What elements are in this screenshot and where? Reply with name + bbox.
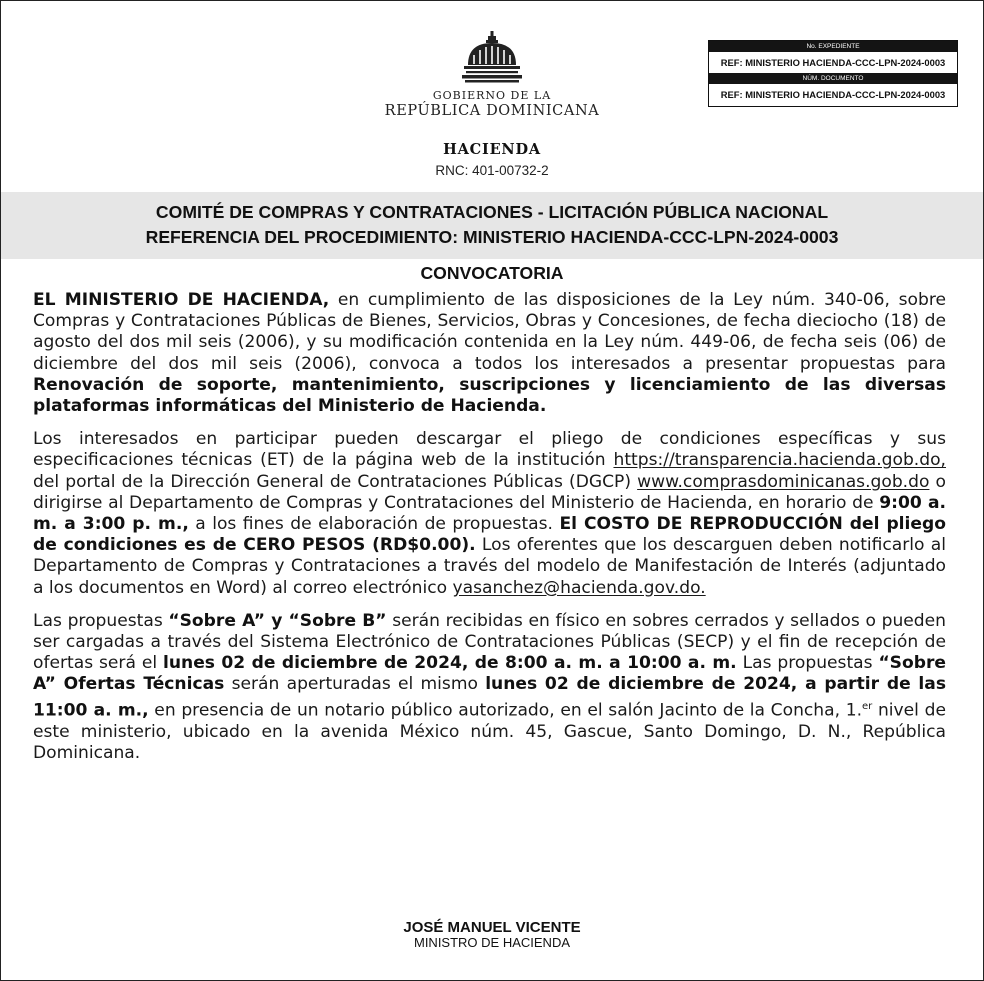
proposals-text-6: nivel de este ministerio, ubicado en la avenida México núm. 45, Gascue, Santo Domingo, D. N., República Dominicana. <box>33 700 946 763</box>
ministry-name: HACIENDA <box>443 141 541 158</box>
ministry-lead: EL MINISTERIO DE HACIENDA, <box>33 290 330 310</box>
submission-deadline: lunes 02 de diciembre de 2024, de 8:00 a. m. a 10:00 a. m. <box>163 653 737 674</box>
proposals-text-2: serán recibidas en físico en sobres cerrados y sellados o pueden ser cargadas a través del Sistema Electrónico de Contrataciones Públicas (SECP) y el fin de recepción de ofertas será el <box>33 610 946 674</box>
download-text-3: o dirigirse al Departamento de Compras y Contrataciones del Ministerio de Hacienda, en horario de <box>33 471 946 513</box>
dome-emblem-icon <box>462 31 522 85</box>
committee-banner <box>1 192 983 259</box>
signatory-title: MINISTRO DE HACIENDA <box>413 935 570 950</box>
ordinal-superscript: er <box>862 700 873 712</box>
contact-email-link[interactable]: yasanchez@hacienda.gov.do. <box>452 577 706 598</box>
committee-line-1: COMITÉ DE COMPRAS Y CONTRATACIONES - LICITACIÓN PÚBLICA NACIONAL <box>155 202 829 222</box>
download-text-4: a los fines de elaboración de propuestas. <box>188 514 560 535</box>
documento-value: REF: MINISTERIO HACIENDA-CCC-LPN-2024-0003 <box>720 89 946 100</box>
download-text-2: del portal de la Dirección General de Contrataciones Públicas (DGCP) <box>33 471 638 492</box>
expediente-value: REF: MINISTERIO HACIENDA-CCC-LPN-2024-0003 <box>720 57 946 68</box>
signature-block <box>1 919 983 950</box>
sobres-label: “Sobre A” y “Sobre B” <box>168 610 387 631</box>
office-hours: 9:00 a. m. a 3:00 p. m., <box>33 492 946 535</box>
dgcp-link[interactable]: www.comprasdominicanas.gob.do <box>637 471 930 492</box>
proposals-text-3: Las propuestas <box>736 653 879 674</box>
proposals-text-5: en presencia de un notario público autorizado, en el salón Jacinto de la Concha, 1. <box>148 700 863 721</box>
paragraph-download <box>33 429 946 599</box>
paragraph-proposals <box>33 611 946 764</box>
gov-line-1: GOBIERNO DE LA <box>432 89 552 102</box>
gov-line-2: REPÚBLICA DOMINICANA <box>384 103 600 119</box>
documento-label: NÚM. DOCUMENTO <box>709 73 957 84</box>
paragraph-intro <box>33 290 946 417</box>
signatory-name: JOSÉ MANUEL VICENTE <box>403 919 581 936</box>
rnc-number: RNC: 401-00732-2 <box>435 163 549 178</box>
reproduction-cost: El COSTO DE REPRODUCCIÓN del pliego de condiciones es de CERO PESOS (RD$0.00). <box>33 514 946 556</box>
sobre-a-label: “Sobre A” Ofertas Técnicas <box>33 653 946 695</box>
opening-date: lunes 02 de diciembre de 2024, a partir de las 11:00 a. m., <box>33 674 947 721</box>
proposals-text-1: Las propuestas <box>33 610 169 631</box>
transparency-link[interactable]: https://transparencia.hacienda.gob.do, <box>613 450 946 471</box>
reference-box <box>708 40 958 107</box>
intro-text: en cumplimiento de las disposiciones de la Ley núm. 340-06, sobre Compras y Contrataciones Públicas de Bienes, Servicios, Obras y Concesiones, de fecha dieciocho (18) de agosto del dos mil seis (2006), y su modificación contenida en la Ley núm. 449-06, de fecha seis (06) de diciembre del dos mil seis (2006), convoca a todos los interesados a presentar propuestas para <box>33 290 946 374</box>
proposals-text-4: serán aperturadas el mismo <box>224 674 486 695</box>
procurement-object: Renovación de soporte, mantenimiento, suscripciones y licenciamiento de las diversas plataformas informáticas del Ministerio de Hacienda. <box>33 374 946 417</box>
notice-title: CONVOCATORIA <box>420 263 564 283</box>
download-text-1: Los interesados en participar pueden descargar el pliego de condiciones específicas y sus especificaciones técnicas (ET) de la página web de la institución <box>33 429 946 471</box>
expediente-label: No. EXPEDIENTE <box>709 41 957 52</box>
notice-body <box>33 290 946 776</box>
committee-line-2: REFERENCIA DEL PROCEDIMIENTO: MINISTERIO HACIENDA-CCC-LPN-2024-0003 <box>145 227 839 247</box>
download-text-5: Los oferentes que los descarguen deben notificarlo al Departamento de Compras y Contrataciones a través del modelo de Manifestación de Interés (adjuntado a los documentos en Word) al correo electrónico <box>33 535 946 598</box>
